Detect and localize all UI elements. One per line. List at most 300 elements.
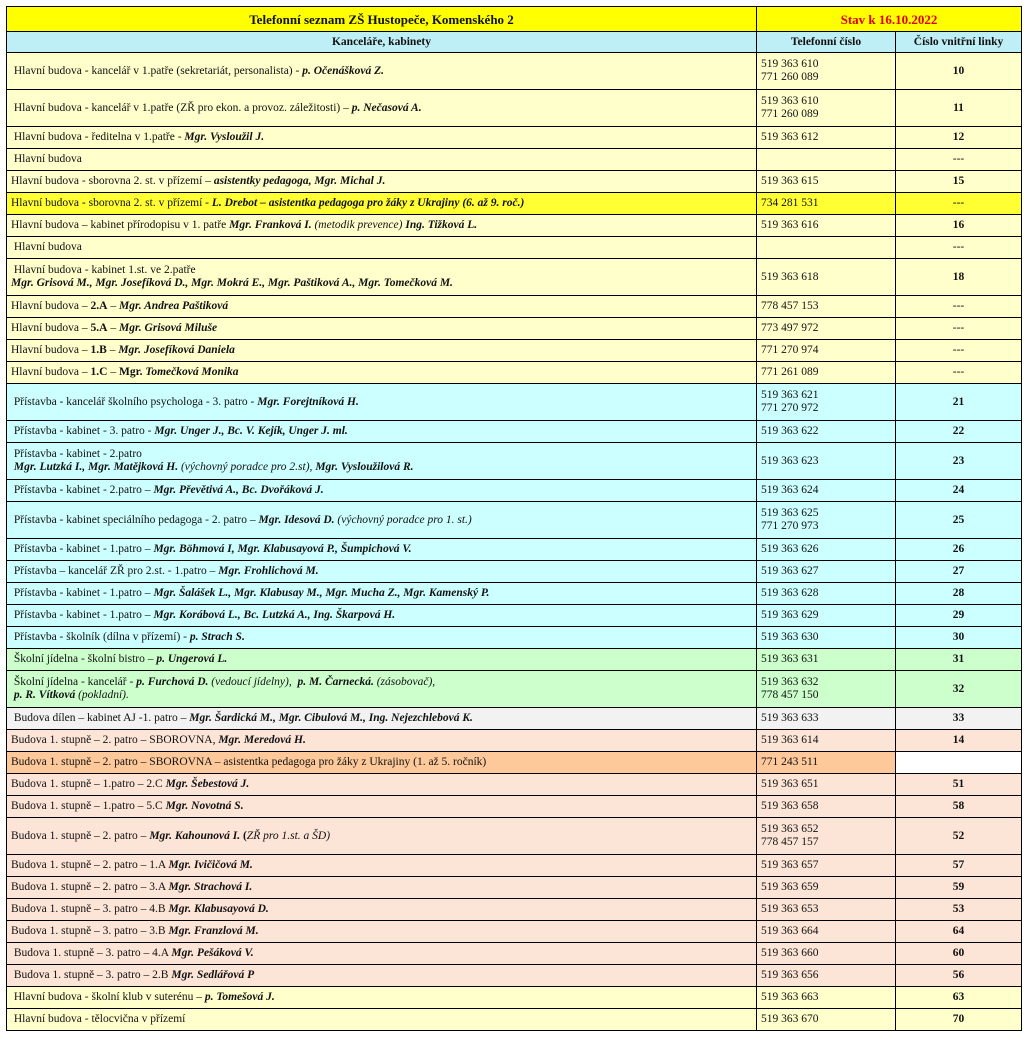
phone-number-cell [757, 480, 896, 502]
phone-number-cell [757, 1009, 896, 1031]
description-line [11, 778, 752, 791]
person-names: p. Strach S. [189, 631, 245, 643]
class-label: ( [240, 829, 247, 842]
office-description [7, 855, 757, 877]
directory-row [7, 384, 1022, 421]
location-text: – [107, 322, 119, 334]
phone-number-cell [757, 671, 896, 708]
phone-number-cell [757, 259, 896, 296]
directory-row [7, 1009, 1022, 1031]
description-line [11, 991, 752, 1004]
phone-number-cell [757, 921, 896, 943]
phone-number: 778 457 157 [761, 836, 819, 848]
location-text: Budova 1. stupně – 2. patro – SBOROVNA – asistentka pedagoga pro žáky z Ukrajiny (1. až 5. ročník) [11, 756, 487, 768]
office-description [7, 421, 757, 443]
directory-wrapper [6, 6, 1022, 1031]
extension-number: 28 [896, 583, 1022, 605]
location-text: Hlavní budova - kancelář v 1.patře (sekretariát, personalista) - [11, 64, 303, 77]
description-line [11, 425, 752, 438]
location-text: Budova 1. stupně – 2. patro – 3.A [11, 881, 169, 893]
phone-number: 519 363 628 [761, 587, 819, 599]
location-text: Hlavní budova – [11, 344, 91, 356]
location-text: Hlavní budova [11, 241, 82, 253]
role-note: (výchovný poradce pro 2.st), [178, 461, 316, 473]
phone-number-cell [757, 561, 896, 583]
extension-number: --- [896, 237, 1022, 259]
description-line [11, 153, 752, 166]
extension-number: 11 [896, 90, 1022, 127]
description-line [11, 881, 752, 894]
directory-row [7, 818, 1022, 855]
location-text: Přístavba - kabinet - 2.patro [11, 448, 142, 460]
extension-number: 16 [896, 215, 1022, 237]
person-names: asistentky pedagoga, Mgr. Michal J. [213, 175, 386, 187]
description-line [11, 461, 752, 474]
office-description [7, 384, 757, 421]
person-names: Mgr. Korábová L., Bc. Lutzká A., Ing. Škarpová H. [153, 609, 396, 621]
office-description [7, 943, 757, 965]
person-names: Mgr. Novotná S. [165, 800, 244, 812]
location-text: – [107, 366, 119, 378]
directory-row [7, 296, 1022, 318]
column-header-extension: Číslo vnitřní linky [896, 32, 1022, 53]
office-description [7, 583, 757, 605]
location-text: Hlavní budova - školní klub v suterénu – [11, 991, 205, 1003]
extension-number: 26 [896, 539, 1022, 561]
role-note: (pokladní). [75, 689, 129, 701]
phone-number: 519 363 631 [761, 653, 819, 665]
office-description [7, 502, 757, 539]
directory-row [7, 605, 1022, 627]
column-header-offices: Kanceláře, kabinety [7, 32, 757, 53]
office-description [7, 90, 757, 127]
phone-number-cell [757, 649, 896, 671]
office-description [7, 877, 757, 899]
description-line [11, 344, 752, 357]
phone-number: 519 363 618 [761, 270, 819, 283]
directory-row [7, 987, 1022, 1009]
directory-row [7, 627, 1022, 649]
office-description [7, 296, 757, 318]
office-description [7, 340, 757, 362]
directory-row [7, 259, 1022, 296]
description-line [11, 734, 752, 747]
description-line [11, 264, 752, 277]
location-text: Hlavní budova - tělocvična v přízemí [11, 1013, 186, 1025]
directory-row [7, 237, 1022, 259]
phone-number-cell [757, 877, 896, 899]
person-names: Mgr. Šebestová J. [165, 778, 250, 790]
office-description [7, 708, 757, 730]
role-note: (vedoucí jídelny), [208, 676, 295, 688]
class-label: 5.A [90, 322, 108, 334]
extension-number: 15 [896, 171, 1022, 193]
description-line [11, 756, 752, 769]
phone-number-cell [757, 774, 896, 796]
phone-number: 519 363 612 [761, 131, 819, 143]
phone-number-cell [757, 502, 896, 539]
phone-number: 519 363 626 [761, 543, 819, 555]
phone-number: 519 363 610 [761, 95, 819, 107]
phone-number-cell [757, 899, 896, 921]
location-text: Přístavba - kabinet - 2.patro – [11, 484, 154, 496]
office-description [7, 627, 757, 649]
person-names: Ing. Tižková L. [405, 219, 478, 231]
location-text: Hlavní budova - sborovna 2. st. v přízemí – [11, 175, 214, 187]
description-line [11, 800, 752, 813]
person-names: Mgr. Lutzká I., Mgr. Matějková H. [11, 461, 179, 473]
phone-number: 778 457 153 [761, 300, 819, 312]
header-row [7, 32, 1022, 53]
phone-number: 519 363 610 [761, 58, 819, 70]
role-note: (zásobovač), [373, 676, 436, 688]
class-label: Mgr. [118, 366, 146, 378]
phone-number-cell [757, 340, 896, 362]
phone-number-cell [757, 193, 896, 215]
location-text: Budova 1. stupně – 2. patro – SBOROVNA, [11, 734, 219, 746]
location-text: Budova 1. stupně – 3. patro – 4.B [11, 903, 169, 915]
extension-number: --- [896, 362, 1022, 384]
extension-number: 32 [896, 671, 1022, 708]
location-text: Hlavní budova - ředitelna v 1.patře - [11, 131, 185, 143]
phone-number-cell [757, 443, 896, 480]
extension-number: 22 [896, 421, 1022, 443]
location-text: Budova 1. stupně – 3. patro – 4.A [11, 947, 172, 959]
description-line [11, 484, 752, 497]
location-text: Přístavba - kabinet - 1.patro – [11, 543, 154, 555]
location-text: – [106, 344, 119, 356]
phone-number: 519 363 657 [761, 859, 819, 871]
person-names: p. M. Čarnecká. [294, 676, 374, 688]
description-line [11, 277, 752, 290]
phone-number: 771 260 089 [761, 108, 819, 120]
phone-number: 778 457 150 [761, 689, 819, 701]
class-label: 1.C [90, 366, 108, 378]
description-line [11, 653, 752, 666]
extension-number: 25 [896, 502, 1022, 539]
extension-number: --- [896, 340, 1022, 362]
extension-number: 23 [896, 443, 1022, 480]
extension-number: 14 [896, 730, 1022, 752]
phone-number: 519 363 623 [761, 454, 819, 467]
directory-row [7, 318, 1022, 340]
location-text: Školní jídelna - školní bistro – [11, 653, 157, 665]
extension-number: 18 [896, 259, 1022, 296]
directory-row [7, 443, 1022, 480]
directory-row [7, 708, 1022, 730]
phone-number-cell [757, 539, 896, 561]
location-text: Budova 1. stupně – 2. patro – 1.A [11, 859, 169, 871]
location-text: Přístavba - školník (dílna v přízemí) - [11, 631, 190, 643]
location-text: Hlavní budova - kancelář v 1.patře (ZŘ pro ekon. a provoz. záležitosti) – [11, 101, 352, 114]
extension-number: 31 [896, 649, 1022, 671]
role-note: (metodik prevence) [311, 219, 406, 231]
office-description [7, 899, 757, 921]
directory-row [7, 649, 1022, 671]
description-line [11, 689, 752, 702]
directory-row [7, 362, 1022, 384]
description-line [11, 543, 752, 556]
directory-row [7, 215, 1022, 237]
phone-number-cell [757, 818, 896, 855]
phone-number: 519 363 614 [761, 734, 819, 746]
extension-number: 10 [896, 53, 1022, 90]
extension-number: 21 [896, 384, 1022, 421]
directory-row [7, 502, 1022, 539]
directory-row [7, 943, 1022, 965]
person-names: p. R. Vítková [11, 689, 76, 701]
directory-row [7, 774, 1022, 796]
phone-number-cell [757, 90, 896, 127]
extension-number: 63 [896, 987, 1022, 1009]
phone-number-cell [757, 605, 896, 627]
person-names: p. Ungerová L. [156, 653, 228, 665]
person-names: Mgr. Ivičičová M. [168, 859, 253, 871]
directory-row [7, 855, 1022, 877]
status-date: Stav k 16.10.2022 [757, 7, 1022, 32]
person-names: Mgr. Grisová M., Mgr. Josefíková D., Mgr. Mokrá E., Mgr. Paštiková A., Mgr. Tomečková M. [11, 277, 453, 289]
location-text: Přístavba - kabinet - 1.patro – [11, 587, 154, 599]
description-line [11, 322, 752, 335]
phone-number-cell [757, 627, 896, 649]
extension-number: 30 [896, 627, 1022, 649]
phone-number: 519 363 659 [761, 881, 819, 893]
description-line [11, 609, 752, 622]
person-names: Tomečková Monika [145, 366, 239, 378]
extension-number [896, 752, 1022, 774]
directory-row [7, 671, 1022, 708]
phone-number: 519 363 625 [761, 507, 819, 519]
person-names: Mgr. Unger J., Bc. V. Kejík, Unger J. ml. [154, 425, 348, 437]
office-description [7, 171, 757, 193]
extension-number: 56 [896, 965, 1022, 987]
office-description [7, 774, 757, 796]
office-description [7, 149, 757, 171]
location-text: Přístavba - kabinet - 1.patro – [11, 609, 154, 621]
phone-number: 519 363 627 [761, 565, 819, 577]
person-names: Mgr. Převětivá A., Bc. Dvořáková J. [153, 484, 324, 496]
person-names: Mgr. Kahounová I. [149, 829, 241, 842]
directory-row [7, 421, 1022, 443]
description-line [11, 1013, 752, 1026]
phone-number-cell [757, 237, 896, 259]
location-text: Přístavba - kancelář školního psychologa - 3. patro - [11, 395, 258, 408]
description-line [11, 131, 752, 144]
phone-number-cell [757, 708, 896, 730]
person-names: Mgr. Šardická M., Mgr. Cibulová M., Ing. Nejezchlebová K. [189, 712, 473, 724]
location-text: Přístavba - kabinet speciálního pedagoga - 2. patro – [11, 513, 259, 526]
phone-number-cell [757, 149, 896, 171]
office-description [7, 193, 757, 215]
directory-row [7, 340, 1022, 362]
phone-number: 771 261 089 [761, 366, 819, 378]
office-description [7, 752, 757, 774]
phone-number: 771 270 972 [761, 402, 819, 414]
person-names: p. Furchová D. [136, 676, 209, 688]
phone-number: 519 363 653 [761, 903, 819, 915]
description-line [11, 947, 752, 960]
extension-number: 27 [896, 561, 1022, 583]
description-line [11, 631, 752, 644]
office-description [7, 818, 757, 855]
phone-number-cell [757, 127, 896, 149]
phone-number: 771 270 974 [761, 344, 819, 356]
extension-number: 29 [896, 605, 1022, 627]
location-text: Hlavní budova - sborovna 2. st. v přízemí - [11, 197, 212, 209]
extension-number: 24 [896, 480, 1022, 502]
office-description [7, 539, 757, 561]
phone-number: 519 363 632 [761, 676, 819, 688]
description-line [11, 903, 752, 916]
page-title: Telefonní seznam ZŠ Hustopeče, Komenského 2 [7, 7, 757, 32]
location-text: Hlavní budova – kabinet přírodopisu v 1. patře [11, 219, 230, 231]
office-description [7, 649, 757, 671]
person-names: Mgr. Grisová Miluše [118, 322, 218, 334]
location-text: Hlavní budova – [11, 322, 91, 334]
office-description [7, 480, 757, 502]
person-names: Mgr. Strachová I. [168, 881, 253, 893]
phone-number: 519 363 664 [761, 925, 819, 937]
description-line [11, 448, 752, 461]
extension-number: 51 [896, 774, 1022, 796]
person-names: Mgr. Vysloužilová R. [315, 461, 414, 473]
extension-number: 59 [896, 877, 1022, 899]
person-names: Mgr. Josefíková Daniela [118, 344, 235, 356]
person-names: p. Očenášková Z. [302, 64, 384, 77]
extension-number: --- [896, 296, 1022, 318]
description-line [11, 65, 752, 78]
phone-number: 519 363 663 [761, 991, 819, 1003]
directory-row [7, 171, 1022, 193]
phone-number-cell [757, 53, 896, 90]
person-names: Mgr. Idesová D. [258, 513, 335, 526]
phone-number-cell [757, 965, 896, 987]
extension-number: 53 [896, 899, 1022, 921]
extension-number: 58 [896, 796, 1022, 818]
title-row [7, 7, 1022, 32]
phone-number-cell [757, 171, 896, 193]
description-line [11, 712, 752, 725]
person-names: Mgr. Andrea Paštiková [118, 300, 229, 312]
phone-number: 773 497 972 [761, 322, 819, 334]
phone-number: 519 363 670 [761, 1013, 819, 1025]
person-names: Mgr. Meredová H. [218, 734, 306, 746]
person-names: Mgr. Forejtníková H. [257, 395, 359, 408]
phone-number-cell [757, 583, 896, 605]
office-description [7, 561, 757, 583]
phone-number: 519 363 630 [761, 631, 819, 643]
person-names: Mgr. Franková I. [229, 219, 312, 231]
phone-number: 771 243 511 [761, 756, 819, 768]
office-description [7, 237, 757, 259]
person-names: Mgr. Pešáková V. [171, 947, 254, 959]
phone-directory-table [6, 6, 1022, 1031]
person-names: L. Drebot – asistentka pedagoga pro žáky z Ukrajiny (6. až 9. roč.) [211, 197, 525, 209]
description-line [11, 859, 752, 872]
office-description [7, 965, 757, 987]
directory-body [7, 53, 1022, 1031]
location-text: Přístavba – kancelář ZŘ pro 2.st. - 1.patro – [11, 565, 219, 577]
person-names: Mgr. Klabusayová D. [168, 903, 269, 915]
location-text: Přístavba - kabinet - 3. patro - [11, 425, 155, 437]
phone-number-cell [757, 943, 896, 965]
phone-number: 519 363 616 [761, 219, 819, 231]
description-line [11, 969, 752, 982]
location-text: Hlavní budova – [11, 366, 91, 378]
phone-number: 519 363 660 [761, 947, 819, 959]
extension-number: 12 [896, 127, 1022, 149]
location-text: Budova 1. stupně – 3. patro – 2.B [11, 969, 172, 981]
phone-number-cell [757, 421, 896, 443]
location-text: Hlavní budova – [11, 300, 91, 312]
directory-row [7, 480, 1022, 502]
phone-number: 771 260 089 [761, 71, 819, 83]
role-note: (výchovný poradce pro 1. st.) [334, 513, 472, 526]
office-description [7, 362, 757, 384]
directory-row [7, 53, 1022, 90]
description-line [11, 565, 752, 578]
phone-number-cell [757, 855, 896, 877]
phone-number: 519 363 652 [761, 823, 819, 835]
office-description [7, 318, 757, 340]
phone-number-cell [757, 318, 896, 340]
person-names: Mgr. Franzlová M. [168, 925, 259, 937]
class-label: 2.A [90, 300, 108, 312]
office-description [7, 671, 757, 708]
office-description [7, 730, 757, 752]
description-line [11, 175, 752, 188]
person-names: Mgr. Vysloužil J. [184, 131, 265, 143]
directory-row [7, 921, 1022, 943]
phone-number-cell [757, 384, 896, 421]
phone-number-cell [757, 796, 896, 818]
person-names: Mgr. Šalášek L., Mgr. Klabusay M., Mgr. Mucha Z., Mgr. Kamenský P. [153, 587, 490, 599]
extension-number: 64 [896, 921, 1022, 943]
description-line [11, 241, 752, 254]
description-line [11, 587, 752, 600]
phone-number: 734 281 531 [761, 197, 819, 209]
directory-row [7, 730, 1022, 752]
directory-row [7, 965, 1022, 987]
office-description [7, 127, 757, 149]
directory-row [7, 539, 1022, 561]
office-description [7, 443, 757, 480]
directory-row [7, 583, 1022, 605]
directory-row [7, 561, 1022, 583]
office-description [7, 259, 757, 296]
description-line [11, 514, 752, 527]
location-text: Školní jídelna - kancelář - [11, 676, 137, 688]
location-text: Budova 1. stupně – 1.patro – 2.C [11, 778, 166, 790]
phone-number: 519 363 633 [761, 712, 819, 724]
person-names: p. Tomešová J. [204, 991, 275, 1003]
office-description [7, 987, 757, 1009]
description-line [11, 219, 752, 232]
directory-row [7, 877, 1022, 899]
phone-number-cell [757, 752, 896, 774]
office-description [7, 1009, 757, 1031]
extension-number: --- [896, 193, 1022, 215]
location-text: Budova dílen – kabinet AJ -1. patro – [11, 712, 190, 724]
location-text: Hlavní budova [11, 153, 82, 165]
phone-number: 519 363 624 [761, 484, 819, 496]
phone-number: 519 363 615 [761, 175, 819, 187]
office-description [7, 215, 757, 237]
description-line [11, 396, 752, 409]
extension-number: 57 [896, 855, 1022, 877]
office-description [7, 53, 757, 90]
office-description [7, 796, 757, 818]
